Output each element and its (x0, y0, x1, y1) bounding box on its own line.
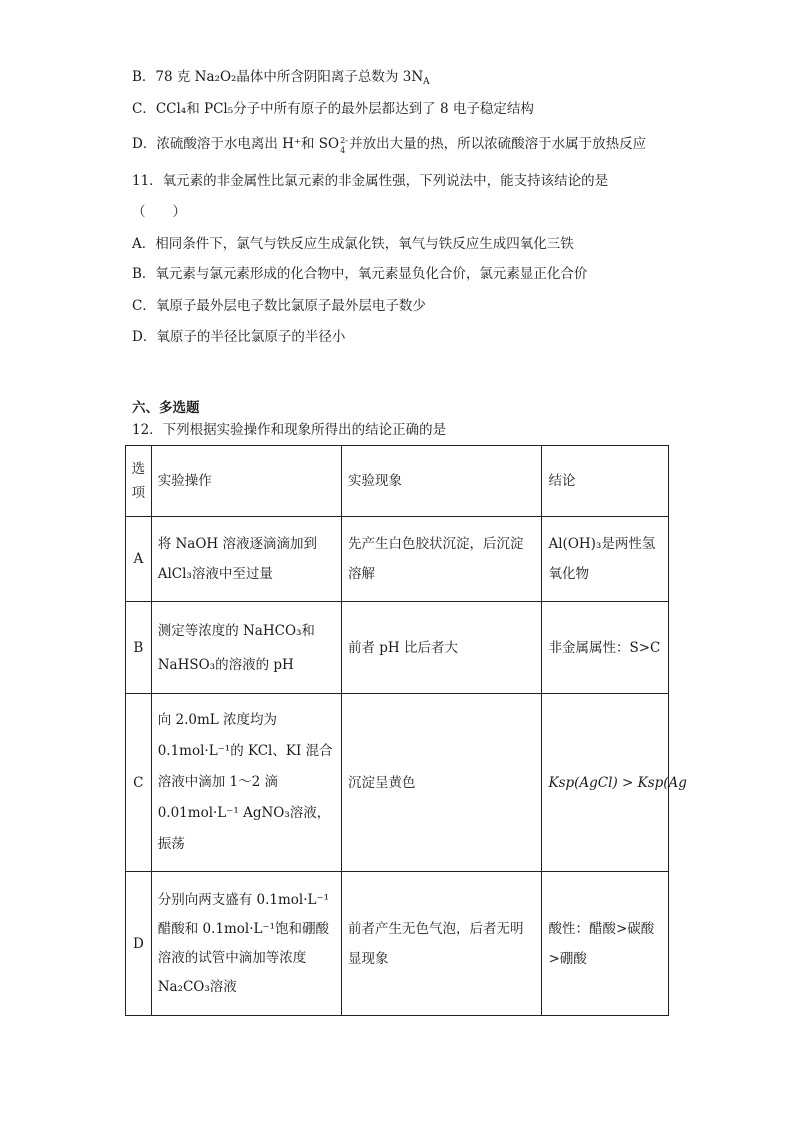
option-11d: D．氧原子的半径比氯原子的半径小 (132, 329, 346, 345)
header-conclusion: 结论 (542, 446, 669, 517)
row-conclusion: 酸性：醋酸>碳酸>硼酸 (542, 872, 669, 1016)
row-phenomenon: 沉淀呈黄色 (341, 694, 542, 872)
experiment-table (125, 445, 687, 1016)
row-operation: 将 NaOH 溶液逐滴滴加到 AlCl₃溶液中至过量 (151, 517, 341, 602)
table-row (126, 694, 669, 872)
table-row (126, 602, 669, 694)
row-phenomenon: 前者 pH 比后者大 (341, 602, 542, 694)
row-phenomenon: 前者产生无色气泡，后者无明显现象 (341, 872, 542, 1016)
option-10d-pre: D．浓硫酸溶于水电离出 H⁺和 SO (132, 136, 340, 152)
header-operation: 实验操作 (151, 446, 341, 517)
option-11b: B．氧元素与氯元素形成的化合物中，氧元素显负化合价，氯元素显正化合价 (132, 266, 588, 282)
option-10b (132, 68, 430, 91)
row-operation: 测定等浓度的 NaHCO₃和 NaHSO₃的溶液的 pH (151, 602, 341, 694)
row-operation: 分别向两支盛有 0.1mol·L⁻¹醋酸和 0.1mol·L⁻¹饱和硼酸溶液的试管中滴加等浓度 Na₂CO₃溶液 (151, 872, 341, 1016)
sulfate-charge (339, 135, 349, 153)
section-title: 六、多选题 (132, 400, 200, 416)
row-option: D (126, 872, 152, 1016)
option-11c: C．氧原子最外层电子数比氯原子最外层电子数少 (132, 298, 426, 314)
row-conclusion: Ksp(AgCl) > Ksp(Ag (542, 694, 669, 872)
question-12-stem: 12．下列根据实验操作和现象所得出的结论正确的是 (132, 422, 447, 438)
row-option: A (126, 517, 152, 602)
table-header-row (126, 446, 669, 517)
row-conclusion: 非金属属性：S>C (542, 602, 669, 694)
question-11-paren: （ ） (132, 204, 186, 220)
header-option-text: 选项 (131, 461, 146, 501)
option-10b-subscript: A (423, 77, 430, 87)
sulfate-superscript: 2- (340, 136, 348, 145)
header-phenomenon: 实验现象 (341, 446, 542, 517)
option-11a: A．相同条件下，氯气与铁反应生成氯化铁，氧气与铁反应生成四氧化三铁 (132, 236, 574, 252)
option-10d-post: 并放出大量的热，所以浓硫酸溶于水属于放热反应 (349, 136, 647, 152)
row-option: B (126, 602, 152, 694)
sulfate-subscript: 4 (340, 146, 346, 155)
option-10b-text: B．78 克 Na₂O₂晶体中所含阴阳离子总数为 3N (132, 69, 424, 85)
question-11-stem: 11．氧元素的非金属性比氯元素的非金属性强，下列说法中，能支持该结论的是 (132, 173, 609, 189)
row-option: C (126, 694, 152, 872)
row-phenomenon: 先产生白色胶状沉淀，后沉淀溶解 (341, 517, 542, 602)
table-row (126, 517, 669, 602)
row-conclusion: Al(OH)₃是两性氢氧化物 (542, 517, 669, 602)
option-10d (132, 135, 646, 153)
row-operation: 向 2.0mL 浓度均为 0.1mol·L⁻¹的 KCl、KI 混合溶液中滴加 1～2 滴 0.01mol·L⁻¹ AgNO₃溶液，振荡 (151, 694, 341, 872)
header-option (126, 446, 152, 517)
table-row (126, 872, 669, 1016)
option-10c: C．CCl₄和 PCl₅分子中所有原子的最外层都达到了 8 电子稳定结构 (132, 101, 534, 117)
